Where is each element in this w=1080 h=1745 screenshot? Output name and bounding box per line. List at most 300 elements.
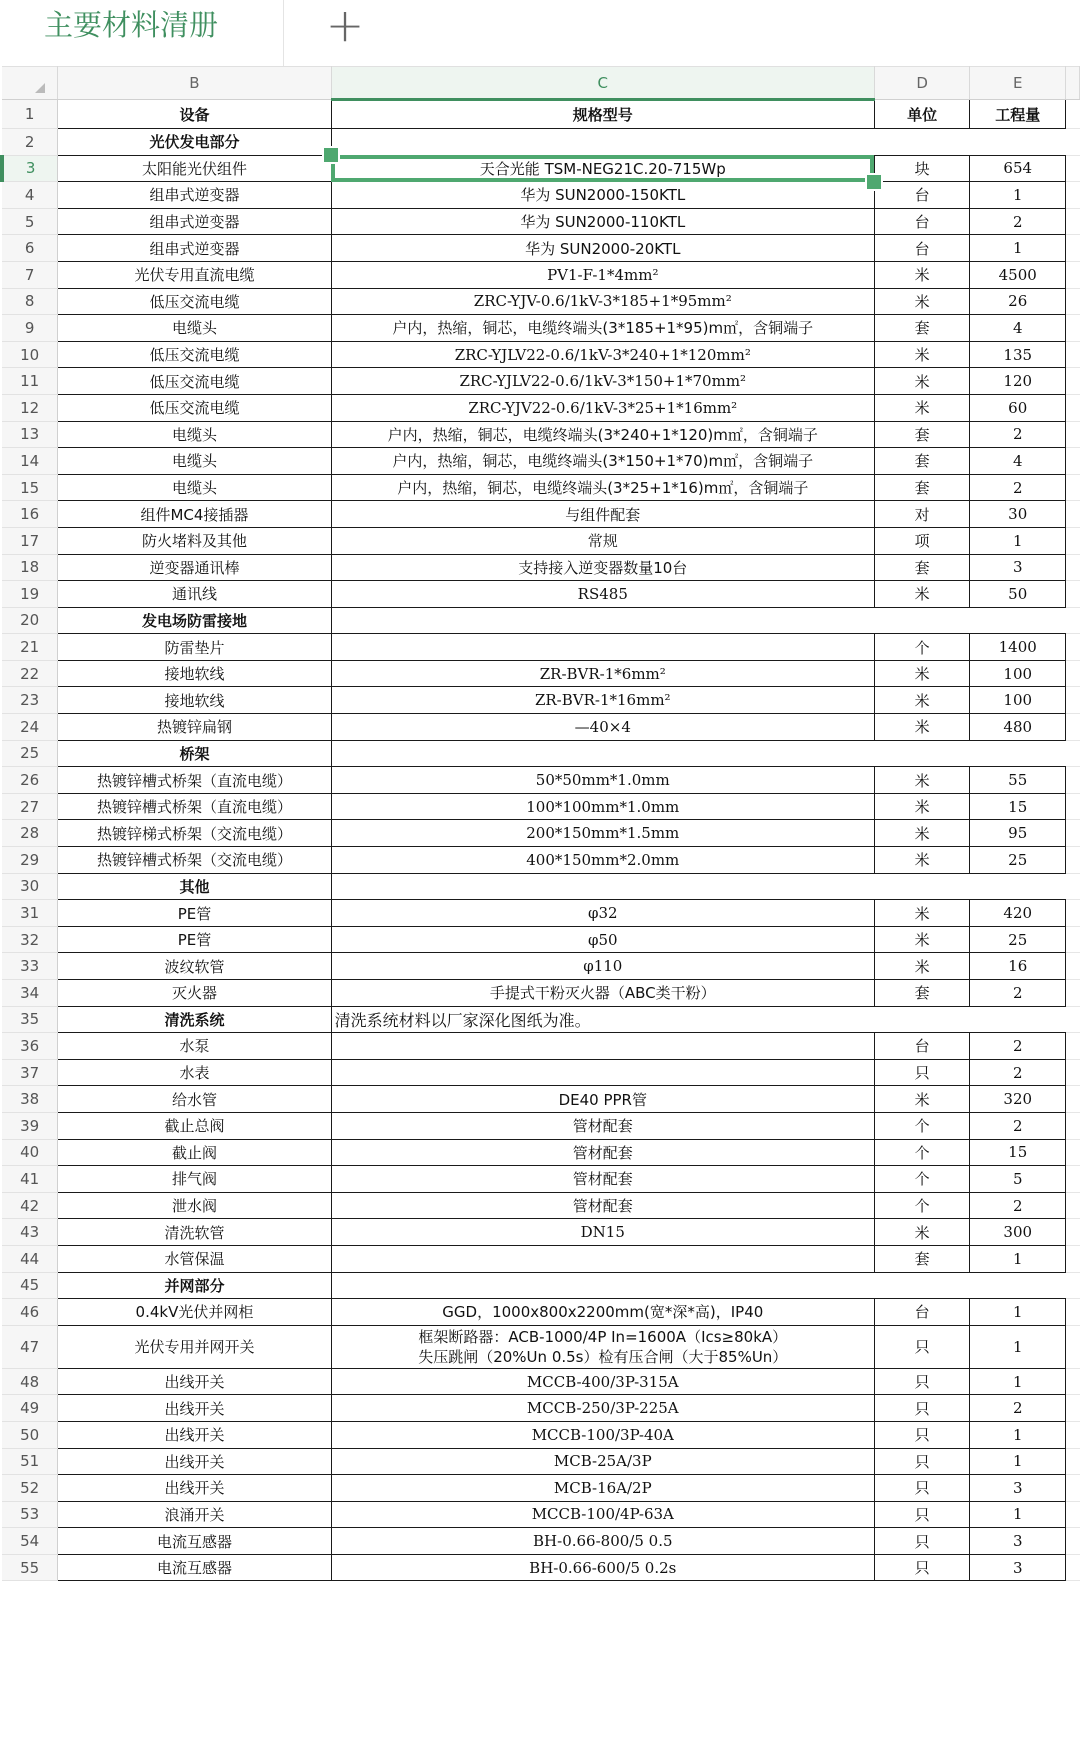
- empty-cell[interactable]: [1066, 100, 1080, 129]
- quantity-cell[interactable]: 2: [970, 1112, 1066, 1139]
- unit-cell[interactable]: 项: [874, 527, 970, 554]
- quantity-cell[interactable]: 3: [970, 1475, 1066, 1502]
- equipment-cell[interactable]: 组串式逆变器: [58, 182, 331, 209]
- quantity-cell[interactable]: 2: [970, 208, 1066, 235]
- unit-cell[interactable]: 只: [874, 1448, 970, 1475]
- equipment-cell[interactable]: 浪涌开关: [58, 1501, 331, 1528]
- unit-cell[interactable]: 米: [874, 953, 970, 980]
- spec-cell[interactable]: MCB-16A/2P: [331, 1475, 874, 1502]
- row-number[interactable]: 47: [2, 1325, 58, 1368]
- equipment-cell[interactable]: 防火堵料及其他: [58, 527, 331, 554]
- equipment-cell[interactable]: 波纹软管: [58, 953, 331, 980]
- row-number[interactable]: 36: [2, 1033, 58, 1060]
- empty-cell[interactable]: [1066, 474, 1080, 501]
- spec-cell[interactable]: 户内，热缩，铜芯，电缆终端头(3*240+1*120)m㎡，含铜端子: [331, 421, 874, 448]
- equipment-cell[interactable]: 组件MC4接插器: [58, 501, 331, 528]
- unit-cell[interactable]: 只: [874, 1421, 970, 1448]
- row-number[interactable]: 7: [2, 261, 58, 288]
- equipment-cell[interactable]: 清洗软管: [58, 1219, 331, 1246]
- empty-cell[interactable]: [1066, 900, 1080, 927]
- empty-cell[interactable]: [1066, 1006, 1080, 1033]
- empty-cell[interactable]: [1066, 1166, 1080, 1193]
- equipment-cell[interactable]: 光伏专用直流电缆: [58, 261, 331, 288]
- equipment-cell[interactable]: 0.4kV光伏并网柜: [58, 1299, 331, 1326]
- quantity-cell[interactable]: 5: [970, 1166, 1066, 1193]
- empty-cell[interactable]: [1066, 581, 1080, 608]
- empty-cell[interactable]: [1066, 182, 1080, 209]
- spec-cell[interactable]: φ32: [331, 900, 874, 927]
- unit-cell[interactable]: 只: [874, 1475, 970, 1502]
- quantity-cell[interactable]: 120: [970, 368, 1066, 395]
- row-number[interactable]: 26: [2, 767, 58, 794]
- empty-cell[interactable]: [1066, 554, 1080, 581]
- quantity-cell[interactable]: 4: [970, 315, 1066, 342]
- row-number[interactable]: 20: [2, 607, 58, 634]
- row-number[interactable]: 43: [2, 1219, 58, 1246]
- unit-cell[interactable]: 米: [874, 900, 970, 927]
- empty-cell[interactable]: [1066, 501, 1080, 528]
- quantity-cell[interactable]: 1: [970, 1368, 1066, 1395]
- empty-cell[interactable]: [1066, 1395, 1080, 1422]
- unit-cell[interactable]: 块: [874, 155, 970, 182]
- empty-cell[interactable]: [1066, 421, 1080, 448]
- equipment-cell[interactable]: 热镀锌槽式桥架（直流电缆）: [58, 793, 331, 820]
- row-number[interactable]: 12: [2, 394, 58, 421]
- spec-cell[interactable]: PV1-F-1*4mm²: [331, 261, 874, 288]
- empty-cell[interactable]: [1066, 1299, 1080, 1326]
- empty-cell[interactable]: [1066, 926, 1080, 953]
- spec-cell[interactable]: 支持接入逆变器数量10台: [331, 554, 874, 581]
- row-number[interactable]: 49: [2, 1395, 58, 1422]
- spec-cell[interactable]: —40×4: [331, 714, 874, 741]
- quantity-cell[interactable]: 2: [970, 1395, 1066, 1422]
- unit-cell[interactable]: 只: [874, 1325, 970, 1368]
- row-number[interactable]: 22: [2, 660, 58, 687]
- unit-cell[interactable]: 套: [874, 1245, 970, 1272]
- empty-cell[interactable]: [1066, 288, 1080, 315]
- row-number[interactable]: 2: [2, 129, 58, 156]
- row-number[interactable]: 48: [2, 1368, 58, 1395]
- unit-cell[interactable]: 米: [874, 926, 970, 953]
- quantity-cell[interactable]: 100: [970, 687, 1066, 714]
- quantity-cell[interactable]: 25: [970, 847, 1066, 874]
- empty-cell[interactable]: [1066, 607, 1080, 634]
- unit-cell[interactable]: 台: [874, 235, 970, 262]
- row-number[interactable]: 11: [2, 368, 58, 395]
- unit-cell[interactable]: 台: [874, 208, 970, 235]
- section-title-cell[interactable]: 并网部分: [58, 1272, 331, 1299]
- unit-cell[interactable]: 米: [874, 394, 970, 421]
- empty-cell[interactable]: [1066, 368, 1080, 395]
- empty-cell[interactable]: [1066, 1272, 1080, 1299]
- quantity-cell[interactable]: 55: [970, 767, 1066, 794]
- empty-cell[interactable]: [1066, 155, 1080, 182]
- spec-cell[interactable]: 常规: [331, 527, 874, 554]
- section-title-cell[interactable]: 光伏发电部分: [58, 129, 331, 156]
- unit-cell[interactable]: 套: [874, 474, 970, 501]
- row-number[interactable]: 55: [2, 1554, 58, 1581]
- equipment-cell[interactable]: 水泵: [58, 1033, 331, 1060]
- column-header-f[interactable]: [1066, 67, 1080, 100]
- section-title-cell[interactable]: 其他: [58, 873, 331, 900]
- empty-cell[interactable]: [1066, 208, 1080, 235]
- equipment-cell[interactable]: 接地软线: [58, 687, 331, 714]
- spec-cell[interactable]: 管材配套: [331, 1112, 874, 1139]
- unit-cell[interactable]: 米: [874, 581, 970, 608]
- spec-cell[interactable]: 400*150mm*2.0mm: [331, 847, 874, 874]
- unit-cell[interactable]: 个: [874, 1139, 970, 1166]
- column-header-e[interactable]: E: [970, 67, 1066, 100]
- spec-cell[interactable]: MCCB-250/3P-225A: [331, 1395, 874, 1422]
- equipment-cell[interactable]: 灭火器: [58, 980, 331, 1007]
- empty-cell[interactable]: [1066, 660, 1080, 687]
- quantity-cell[interactable]: 135: [970, 341, 1066, 368]
- unit-cell[interactable]: 米: [874, 288, 970, 315]
- quantity-cell[interactable]: 3: [970, 554, 1066, 581]
- row-number[interactable]: 16: [2, 501, 58, 528]
- row-number[interactable]: 35: [2, 1006, 58, 1033]
- empty-cell[interactable]: [1066, 1059, 1080, 1086]
- empty-cell[interactable]: [1066, 527, 1080, 554]
- equipment-cell[interactable]: 低压交流电缆: [58, 288, 331, 315]
- unit-cell[interactable]: 套: [874, 315, 970, 342]
- equipment-cell[interactable]: 电缆头: [58, 421, 331, 448]
- unit-cell[interactable]: 对: [874, 501, 970, 528]
- spec-cell[interactable]: φ110: [331, 953, 874, 980]
- plus-icon[interactable]: +: [325, 0, 365, 52]
- row-number[interactable]: 32: [2, 926, 58, 953]
- empty-cell[interactable]: [1066, 261, 1080, 288]
- row-number[interactable]: 40: [2, 1139, 58, 1166]
- header-cell-spec[interactable]: 规格型号: [331, 100, 874, 129]
- empty-cell[interactable]: [1066, 235, 1080, 262]
- unit-cell[interactable]: 套: [874, 554, 970, 581]
- unit-cell[interactable]: 台: [874, 1299, 970, 1326]
- equipment-cell[interactable]: 低压交流电缆: [58, 341, 331, 368]
- unit-cell[interactable]: 米: [874, 847, 970, 874]
- spec-cell[interactable]: GGD，1000x800x2200mm(宽*深*高)，IP40: [331, 1299, 874, 1326]
- equipment-cell[interactable]: 出线开关: [58, 1475, 331, 1502]
- equipment-cell[interactable]: 电缆头: [58, 448, 331, 475]
- row-number[interactable]: 10: [2, 341, 58, 368]
- row-number[interactable]: 23: [2, 687, 58, 714]
- unit-cell[interactable]: 只: [874, 1059, 970, 1086]
- quantity-cell[interactable]: 1: [970, 1501, 1066, 1528]
- quantity-cell[interactable]: 1400: [970, 634, 1066, 661]
- quantity-cell[interactable]: 2: [970, 980, 1066, 1007]
- sheet-tab-title[interactable]: 主要材料清册: [0, 0, 284, 66]
- quantity-cell[interactable]: 1: [970, 1448, 1066, 1475]
- spec-cell[interactable]: [331, 1325, 874, 1368]
- quantity-cell[interactable]: 2: [970, 1059, 1066, 1086]
- section-note-cell[interactable]: [331, 129, 1065, 156]
- column-header-c[interactable]: C: [331, 67, 874, 100]
- empty-cell[interactable]: [1066, 1448, 1080, 1475]
- unit-cell[interactable]: 只: [874, 1554, 970, 1581]
- unit-cell[interactable]: 米: [874, 368, 970, 395]
- row-number[interactable]: 3: [2, 155, 58, 182]
- equipment-cell[interactable]: 泄水阀: [58, 1192, 331, 1219]
- section-title-cell[interactable]: 发电场防雷接地: [58, 607, 331, 634]
- row-number[interactable]: 25: [2, 740, 58, 767]
- unit-cell[interactable]: 米: [874, 660, 970, 687]
- equipment-cell[interactable]: 低压交流电缆: [58, 394, 331, 421]
- unit-cell[interactable]: 米: [874, 714, 970, 741]
- quantity-cell[interactable]: 95: [970, 820, 1066, 847]
- empty-cell[interactable]: [1066, 1112, 1080, 1139]
- spec-cell[interactable]: ZR-BVR-1*6mm²: [331, 660, 874, 687]
- spec-cell[interactable]: 手提式干粉灭火器（ABC类干粉）: [331, 980, 874, 1007]
- spec-cell[interactable]: ZRC-YJV22-0.6/1kV-3*25+1*16mm²: [331, 394, 874, 421]
- equipment-cell[interactable]: 排气阀: [58, 1166, 331, 1193]
- equipment-cell[interactable]: 出线开关: [58, 1448, 331, 1475]
- row-number[interactable]: 45: [2, 1272, 58, 1299]
- equipment-cell[interactable]: PE管: [58, 900, 331, 927]
- selection-fill-handle[interactable]: [865, 173, 883, 191]
- row-number[interactable]: 14: [2, 448, 58, 475]
- unit-cell[interactable]: 个: [874, 1112, 970, 1139]
- equipment-cell[interactable]: 出线开关: [58, 1395, 331, 1422]
- empty-cell[interactable]: [1066, 394, 1080, 421]
- empty-cell[interactable]: [1066, 1421, 1080, 1448]
- empty-cell[interactable]: [1066, 634, 1080, 661]
- empty-cell[interactable]: [1066, 793, 1080, 820]
- empty-cell[interactable]: [1066, 1139, 1080, 1166]
- quantity-cell[interactable]: 15: [970, 1139, 1066, 1166]
- equipment-cell[interactable]: 太阳能光伏组件: [58, 155, 331, 182]
- unit-cell[interactable]: 米: [874, 261, 970, 288]
- empty-cell[interactable]: [1066, 687, 1080, 714]
- quantity-cell[interactable]: 1: [970, 1299, 1066, 1326]
- equipment-cell[interactable]: 电缆头: [58, 474, 331, 501]
- unit-cell[interactable]: 米: [874, 1219, 970, 1246]
- equipment-cell[interactable]: 水管保温: [58, 1245, 331, 1272]
- unit-cell[interactable]: 米: [874, 1086, 970, 1113]
- header-cell-quantity[interactable]: 工程量: [970, 100, 1066, 129]
- unit-cell[interactable]: 米: [874, 687, 970, 714]
- spec-cell[interactable]: ZRC-YJV-0.6/1kV-3*185+1*95mm²: [331, 288, 874, 315]
- quantity-cell[interactable]: 3: [970, 1554, 1066, 1581]
- equipment-cell[interactable]: 防雷垫片: [58, 634, 331, 661]
- empty-cell[interactable]: [1066, 1033, 1080, 1060]
- unit-cell[interactable]: 套: [874, 980, 970, 1007]
- spec-cell[interactable]: 200*150mm*1.5mm: [331, 820, 874, 847]
- spec-cell[interactable]: MCCB-400/3P-315A: [331, 1368, 874, 1395]
- row-number[interactable]: 52: [2, 1475, 58, 1502]
- row-number[interactable]: 54: [2, 1528, 58, 1555]
- spec-cell[interactable]: [331, 634, 874, 661]
- spec-cell[interactable]: 户内，热缩，铜芯，电缆终端头(3*185+1*95)m㎡，含铜端子: [331, 315, 874, 342]
- column-header-b[interactable]: B: [58, 67, 331, 100]
- row-number[interactable]: 51: [2, 1448, 58, 1475]
- section-note-cell[interactable]: [331, 607, 1065, 634]
- unit-cell[interactable]: 个: [874, 1192, 970, 1219]
- section-title-cell[interactable]: 清洗系统: [58, 1006, 331, 1033]
- section-note-cell[interactable]: [331, 740, 1065, 767]
- quantity-cell[interactable]: 1: [970, 235, 1066, 262]
- equipment-cell[interactable]: 热镀锌槽式桥架（直流电缆）: [58, 767, 331, 794]
- section-note-cell[interactable]: [331, 1272, 1065, 1299]
- empty-cell[interactable]: [1066, 448, 1080, 475]
- select-all-corner[interactable]: [2, 67, 58, 100]
- section-note-cell[interactable]: 清洗系统材料以厂家深化图纸为准。: [331, 1006, 1065, 1033]
- row-number[interactable]: 1: [2, 100, 58, 129]
- unit-cell[interactable]: 套: [874, 421, 970, 448]
- row-number[interactable]: 53: [2, 1501, 58, 1528]
- quantity-cell[interactable]: 60: [970, 394, 1066, 421]
- row-number[interactable]: 18: [2, 554, 58, 581]
- equipment-cell[interactable]: 热镀锌扁钢: [58, 714, 331, 741]
- unit-cell[interactable]: 只: [874, 1501, 970, 1528]
- empty-cell[interactable]: [1066, 1554, 1080, 1581]
- equipment-cell[interactable]: 光伏专用并网开关: [58, 1325, 331, 1368]
- row-number[interactable]: 29: [2, 847, 58, 874]
- empty-cell[interactable]: [1066, 1368, 1080, 1395]
- unit-cell[interactable]: 台: [874, 1033, 970, 1060]
- row-number[interactable]: 31: [2, 900, 58, 927]
- section-note-cell[interactable]: [331, 873, 1065, 900]
- row-number[interactable]: 15: [2, 474, 58, 501]
- row-number[interactable]: 34: [2, 980, 58, 1007]
- unit-cell[interactable]: 台: [874, 182, 970, 209]
- empty-cell[interactable]: [1066, 820, 1080, 847]
- empty-cell[interactable]: [1066, 847, 1080, 874]
- quantity-cell[interactable]: 50: [970, 581, 1066, 608]
- unit-cell[interactable]: 米: [874, 767, 970, 794]
- quantity-cell[interactable]: 3: [970, 1528, 1066, 1555]
- selection-start-handle[interactable]: [322, 146, 340, 164]
- row-number[interactable]: 5: [2, 208, 58, 235]
- spec-cell[interactable]: 与组件配套: [331, 501, 874, 528]
- empty-cell[interactable]: [1066, 1219, 1080, 1246]
- equipment-cell[interactable]: 通讯线: [58, 581, 331, 608]
- row-number[interactable]: 39: [2, 1112, 58, 1139]
- spec-cell[interactable]: 100*100mm*1.0mm: [331, 793, 874, 820]
- quantity-cell[interactable]: 2: [970, 1033, 1066, 1060]
- spec-cell[interactable]: [331, 1033, 874, 1060]
- empty-cell[interactable]: [1066, 1528, 1080, 1555]
- equipment-cell[interactable]: 热镀锌梯式桥架（交流电缆）: [58, 820, 331, 847]
- quantity-cell[interactable]: 2: [970, 1192, 1066, 1219]
- column-header-d[interactable]: D: [874, 67, 970, 100]
- empty-cell[interactable]: [1066, 1245, 1080, 1272]
- empty-cell[interactable]: [1066, 1086, 1080, 1113]
- unit-cell[interactable]: 米: [874, 820, 970, 847]
- row-number[interactable]: 6: [2, 235, 58, 262]
- equipment-cell[interactable]: 低压交流电缆: [58, 368, 331, 395]
- spec-cell[interactable]: 华为 SUN2000-110KTL: [331, 208, 874, 235]
- equipment-cell[interactable]: 截止阀: [58, 1139, 331, 1166]
- row-number[interactable]: 33: [2, 953, 58, 980]
- spec-cell[interactable]: 华为 SUN2000-20KTL: [331, 235, 874, 262]
- row-number[interactable]: 27: [2, 793, 58, 820]
- equipment-cell[interactable]: 电缆头: [58, 315, 331, 342]
- header-cell-unit[interactable]: 单位: [874, 100, 970, 129]
- equipment-cell[interactable]: 截止总阀: [58, 1112, 331, 1139]
- unit-cell[interactable]: 米: [874, 793, 970, 820]
- selected-spec-cell[interactable]: 天合光能 TSM-NEG21C.20-715Wp: [331, 155, 874, 182]
- row-number[interactable]: 17: [2, 527, 58, 554]
- equipment-cell[interactable]: 给水管: [58, 1086, 331, 1113]
- empty-cell[interactable]: [1066, 740, 1080, 767]
- equipment-cell[interactable]: 组串式逆变器: [58, 208, 331, 235]
- equipment-cell[interactable]: 热镀锌槽式桥架（交流电缆）: [58, 847, 331, 874]
- unit-cell[interactable]: 个: [874, 1166, 970, 1193]
- empty-cell[interactable]: [1066, 873, 1080, 900]
- spec-cell[interactable]: RS485: [331, 581, 874, 608]
- spec-cell[interactable]: 户内，热缩，铜芯，电缆终端头(3*150+1*70)m㎡，含铜端子: [331, 448, 874, 475]
- row-number[interactable]: 24: [2, 714, 58, 741]
- spec-cell[interactable]: 管材配套: [331, 1139, 874, 1166]
- spec-cell[interactable]: DE40 PPR管: [331, 1086, 874, 1113]
- row-number[interactable]: 19: [2, 581, 58, 608]
- row-number[interactable]: 50: [2, 1421, 58, 1448]
- equipment-cell[interactable]: 电流互感器: [58, 1554, 331, 1581]
- header-cell-equipment[interactable]: 设备: [58, 100, 331, 129]
- spec-cell[interactable]: φ50: [331, 926, 874, 953]
- spec-cell[interactable]: DN15: [331, 1219, 874, 1246]
- empty-cell[interactable]: [1066, 341, 1080, 368]
- equipment-cell[interactable]: PE管: [58, 926, 331, 953]
- row-number[interactable]: 13: [2, 421, 58, 448]
- spec-cell[interactable]: MCB-25A/3P: [331, 1448, 874, 1475]
- row-number[interactable]: 42: [2, 1192, 58, 1219]
- spec-cell[interactable]: 户内，热缩，铜芯，电缆终端头(3*25+1*16)m㎡，含铜端子: [331, 474, 874, 501]
- spec-cell[interactable]: 管材配套: [331, 1192, 874, 1219]
- row-number[interactable]: 38: [2, 1086, 58, 1113]
- unit-cell[interactable]: 只: [874, 1395, 970, 1422]
- empty-cell[interactable]: [1066, 1325, 1080, 1368]
- empty-cell[interactable]: [1066, 1501, 1080, 1528]
- empty-cell[interactable]: [1066, 1192, 1080, 1219]
- equipment-cell[interactable]: 接地软线: [58, 660, 331, 687]
- spec-cell[interactable]: ZRC-YJLV22-0.6/1kV-3*240+1*120mm²: [331, 341, 874, 368]
- quantity-cell[interactable]: 4500: [970, 261, 1066, 288]
- quantity-cell[interactable]: 26: [970, 288, 1066, 315]
- unit-cell[interactable]: 只: [874, 1528, 970, 1555]
- quantity-cell[interactable]: 100: [970, 660, 1066, 687]
- quantity-cell[interactable]: 300: [970, 1219, 1066, 1246]
- row-number[interactable]: 30: [2, 873, 58, 900]
- quantity-cell[interactable]: 2: [970, 421, 1066, 448]
- quantity-cell[interactable]: 30: [970, 501, 1066, 528]
- spec-cell[interactable]: 50*50mm*1.0mm: [331, 767, 874, 794]
- spec-cell[interactable]: BH-0.66-600/5 0.2s: [331, 1554, 874, 1581]
- quantity-cell[interactable]: 320: [970, 1086, 1066, 1113]
- empty-cell[interactable]: [1066, 767, 1080, 794]
- quantity-cell[interactable]: 420: [970, 900, 1066, 927]
- quantity-cell[interactable]: 2: [970, 474, 1066, 501]
- row-number[interactable]: 8: [2, 288, 58, 315]
- spec-cell[interactable]: 管材配套: [331, 1166, 874, 1193]
- quantity-cell[interactable]: 4: [970, 448, 1066, 475]
- row-number[interactable]: 4: [2, 182, 58, 209]
- empty-cell[interactable]: [1066, 714, 1080, 741]
- row-number[interactable]: 41: [2, 1166, 58, 1193]
- quantity-cell[interactable]: 1: [970, 1325, 1066, 1368]
- quantity-cell[interactable]: 654: [970, 155, 1066, 182]
- spec-cell[interactable]: MCCB-100/3P-40A: [331, 1421, 874, 1448]
- equipment-cell[interactable]: 水表: [58, 1059, 331, 1086]
- row-number[interactable]: 37: [2, 1059, 58, 1086]
- equipment-cell[interactable]: 组串式逆变器: [58, 235, 331, 262]
- quantity-cell[interactable]: 1: [970, 182, 1066, 209]
- equipment-cell[interactable]: 逆变器通讯棒: [58, 554, 331, 581]
- quantity-cell[interactable]: 16: [970, 953, 1066, 980]
- spec-cell[interactable]: ZR-BVR-1*16mm²: [331, 687, 874, 714]
- unit-cell[interactable]: 米: [874, 341, 970, 368]
- empty-cell[interactable]: [1066, 129, 1080, 156]
